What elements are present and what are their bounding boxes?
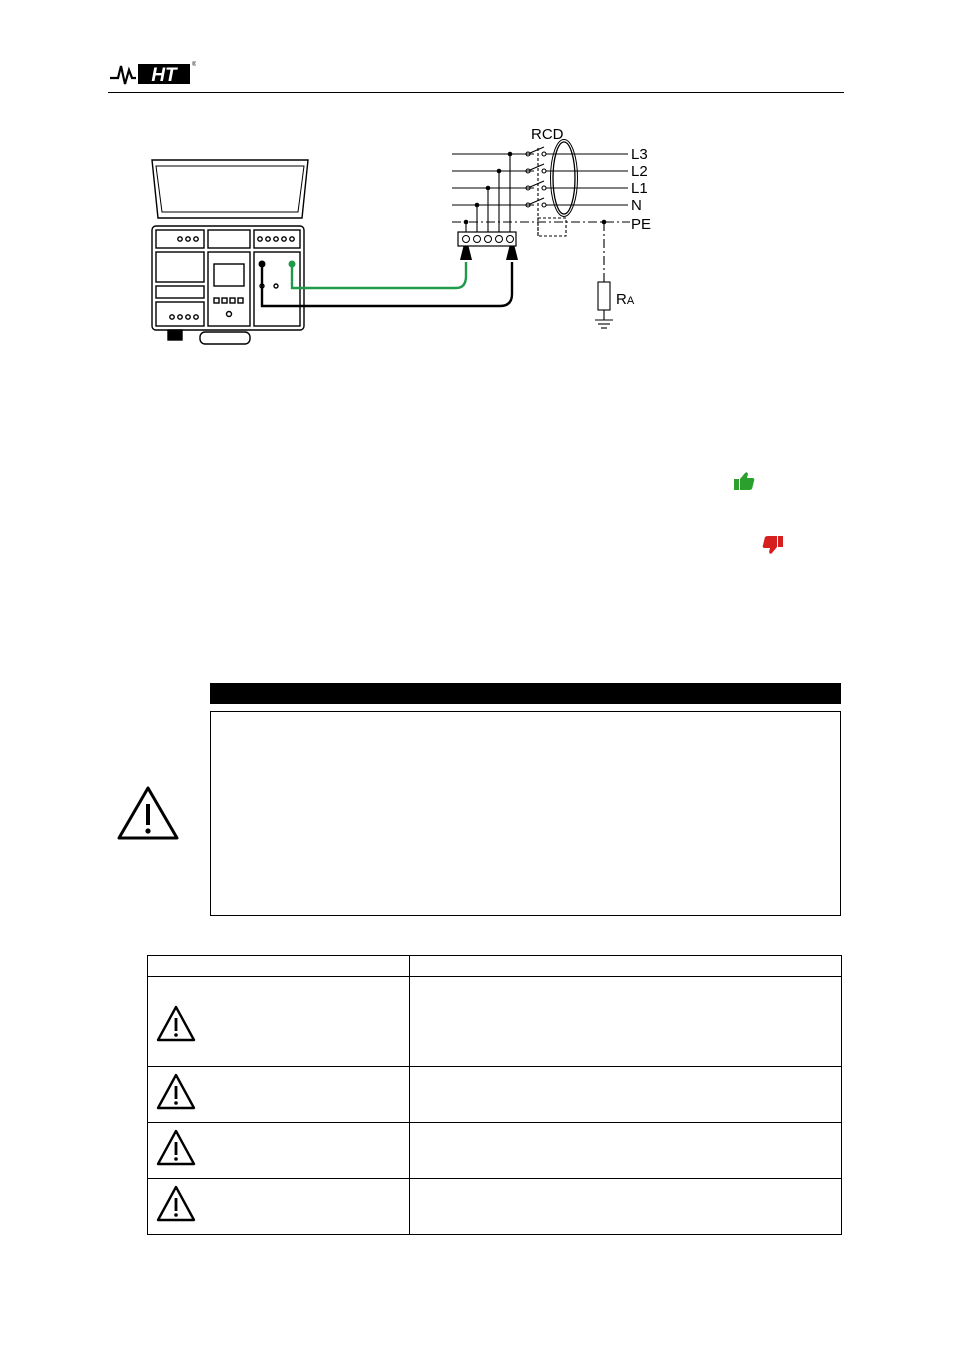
table-cell-description bbox=[410, 977, 842, 1067]
thumb-up-icon bbox=[732, 470, 756, 492]
table-cell-description bbox=[410, 1123, 842, 1179]
table-cell-icon bbox=[148, 1123, 410, 1179]
table-header-cell bbox=[410, 956, 842, 977]
header-rule bbox=[108, 92, 844, 93]
line-label-l2: L2 bbox=[631, 163, 648, 180]
resistor-label-main: R bbox=[616, 291, 627, 308]
caution-box bbox=[210, 711, 841, 916]
table-cell-description bbox=[410, 1179, 842, 1235]
warning-triangle-icon bbox=[156, 1073, 196, 1111]
table-header-cell bbox=[148, 956, 410, 977]
line-label-pe: PE bbox=[631, 216, 652, 233]
line-label-l3: L3 bbox=[631, 146, 648, 163]
table-row bbox=[148, 1067, 842, 1123]
instrument-icon bbox=[152, 160, 308, 344]
resistor-label-sub: A bbox=[626, 295, 635, 307]
rcd-label: RCD bbox=[531, 126, 564, 143]
error-messages-table bbox=[147, 955, 842, 1235]
table-row bbox=[148, 1123, 842, 1179]
warning-triangle-icon bbox=[156, 1005, 196, 1043]
table-cell-icon bbox=[148, 1179, 410, 1235]
logo-registered-mark: ® bbox=[192, 62, 196, 68]
resistor-label bbox=[616, 291, 635, 308]
thumb-down-icon bbox=[761, 534, 785, 556]
table-cell-icon bbox=[148, 1067, 410, 1123]
table-header-row bbox=[148, 956, 842, 977]
line-label-n: N bbox=[631, 197, 642, 214]
warning-triangle-icon bbox=[156, 1129, 196, 1167]
table-cell-icon bbox=[148, 977, 410, 1067]
ht-logo bbox=[108, 58, 196, 88]
warning-triangle-icon bbox=[116, 784, 180, 842]
warning-triangle-icon bbox=[156, 1185, 196, 1223]
line-label-l1: L1 bbox=[631, 180, 648, 197]
table-row bbox=[148, 977, 842, 1067]
table-row bbox=[148, 1179, 842, 1235]
caution-header-bar bbox=[210, 683, 841, 704]
logo-text: HT bbox=[151, 65, 177, 86]
table-cell-description bbox=[410, 1067, 842, 1123]
connection-diagram bbox=[140, 118, 680, 358]
